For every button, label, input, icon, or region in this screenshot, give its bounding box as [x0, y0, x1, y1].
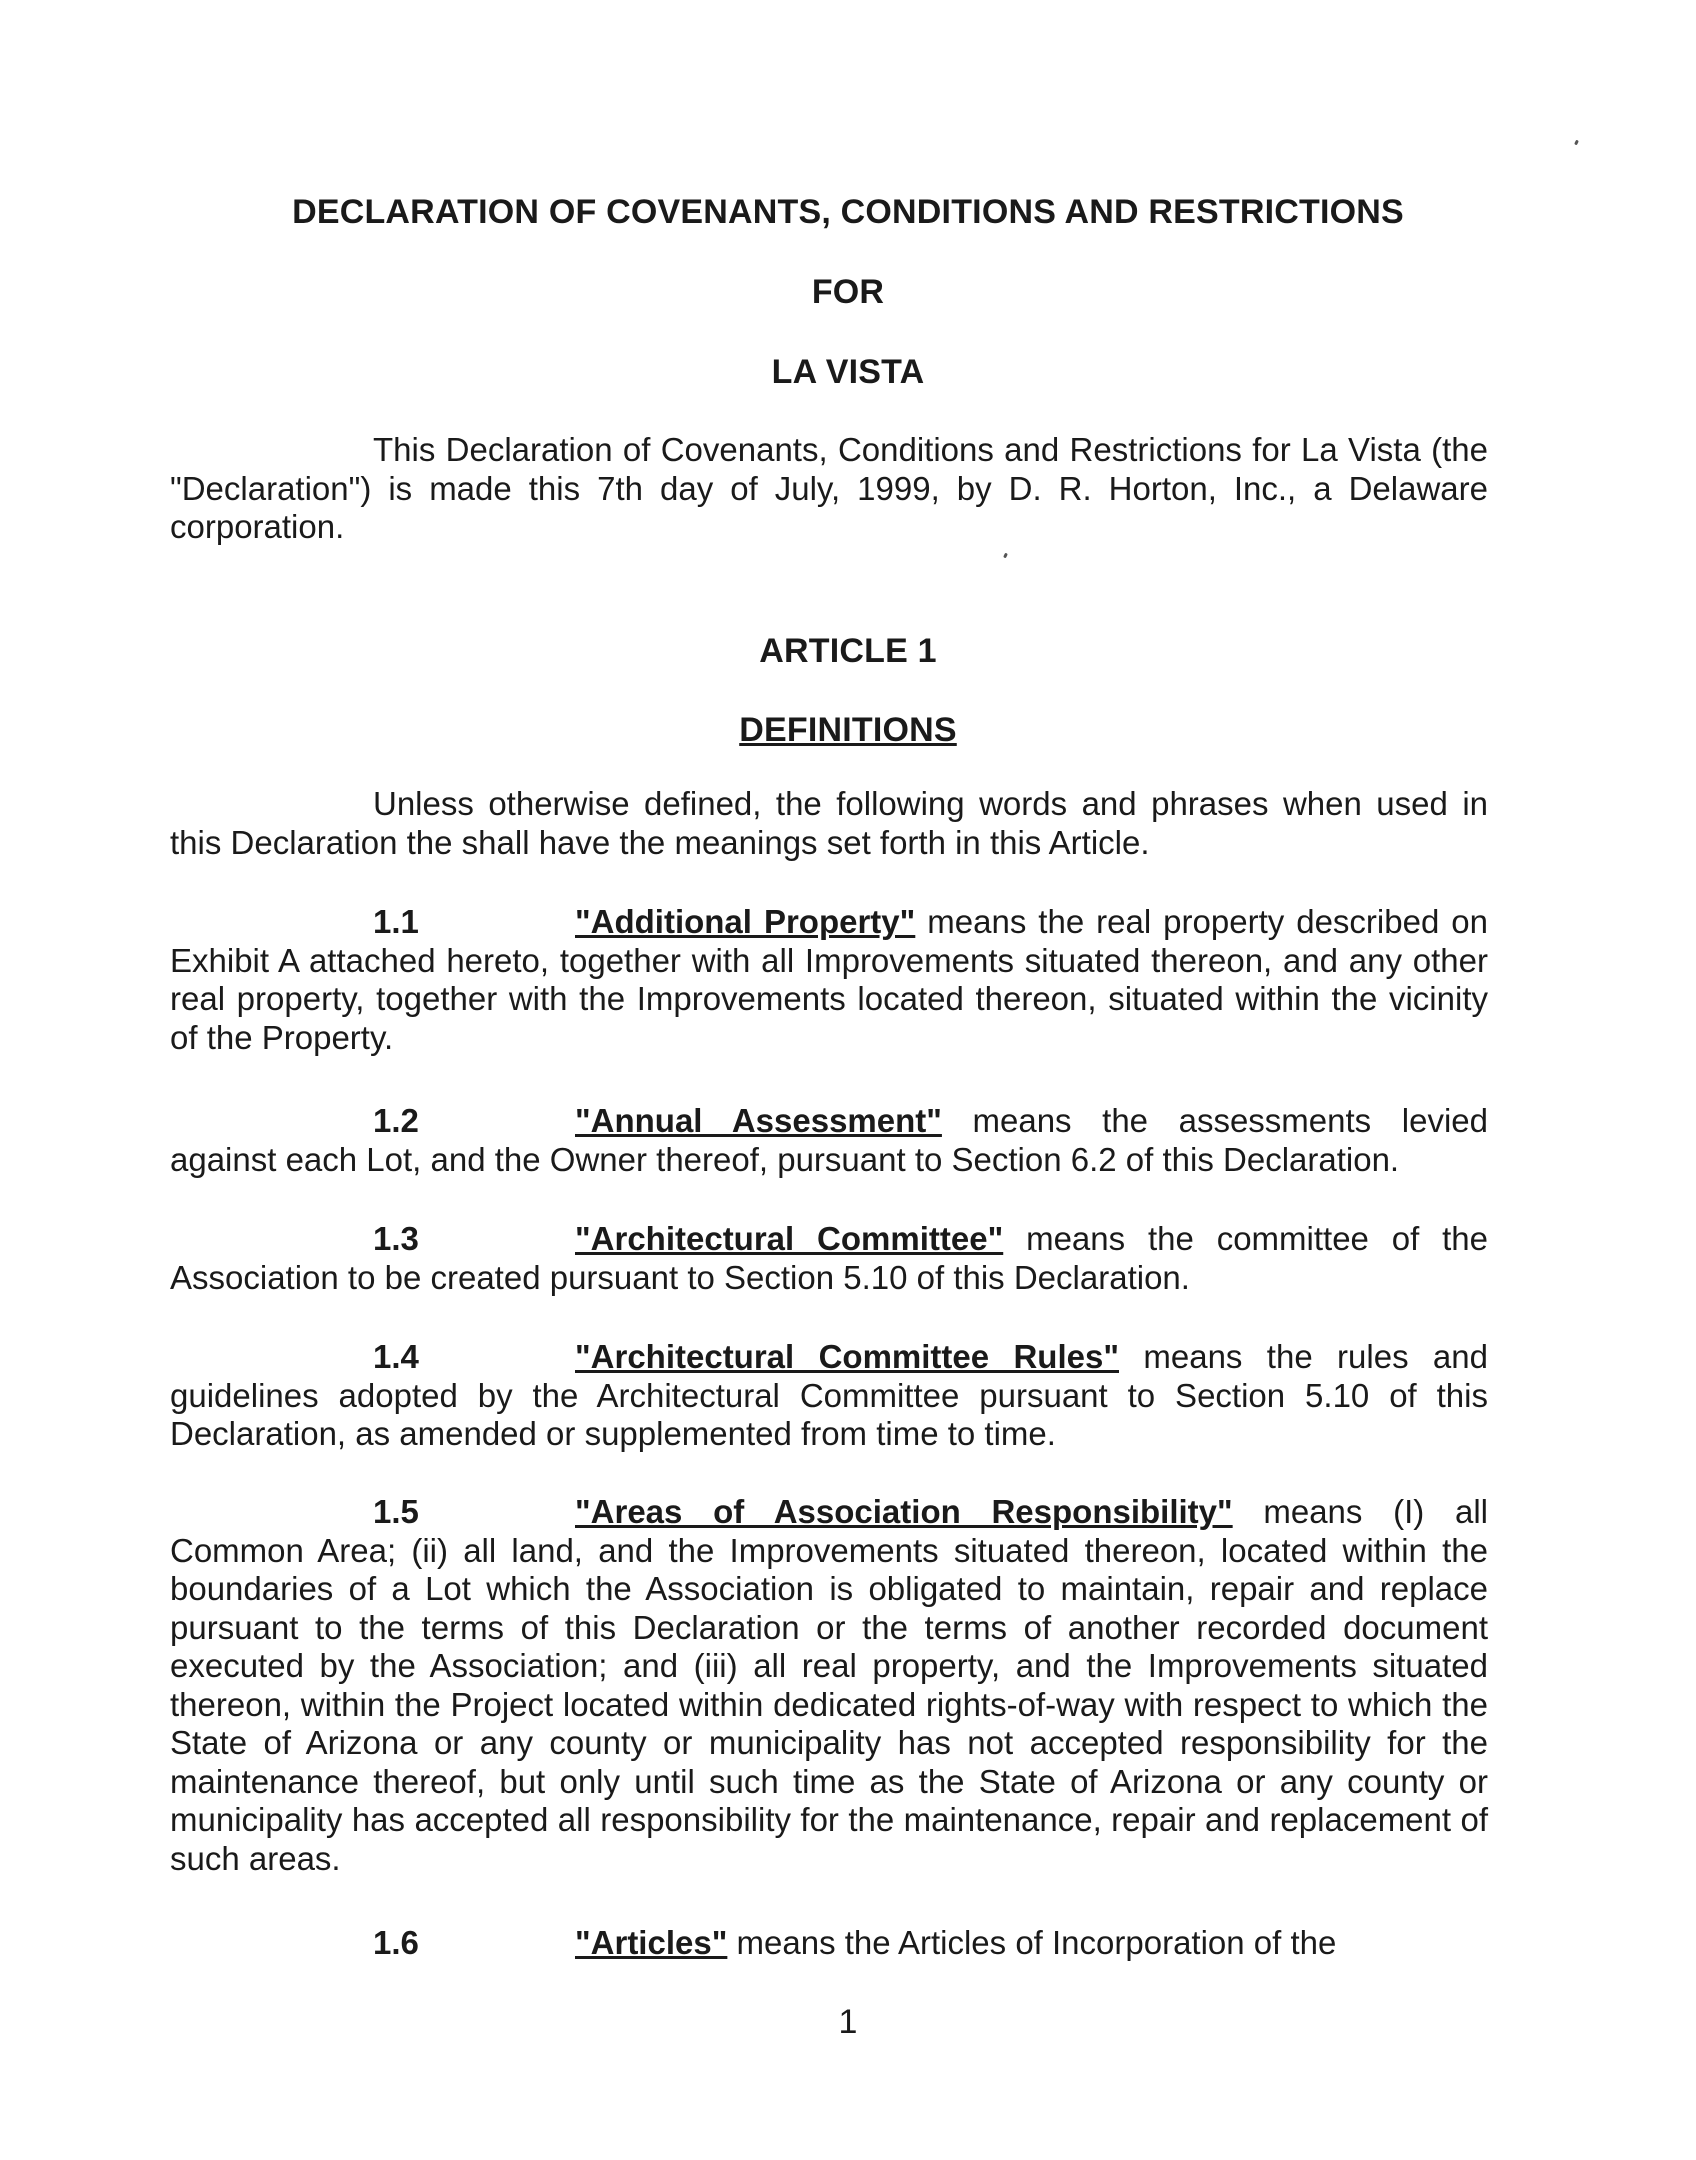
- document-title-project: LA VISTA: [771, 353, 925, 391]
- intro-paragraph: [170, 431, 1488, 547]
- definition-number: 1.1: [373, 903, 419, 940]
- scan-speck: [1574, 140, 1579, 146]
- document-title-for: FOR: [811, 273, 885, 311]
- definition-text: means (I) all Common Area; (ii) all land, and the Improvements situated thereon, located within the boundaries of a Lot which the Association is obligated to maintain, repair and replace pursuant to the terms of this Declaration or the terms of another recorded document executed by the Association; and (iii) all real property, and the Improvements situated thereon, within the Project located within dedicated rights-of-way with respect to which the State of Arizona or any county or municipality has not accepted responsibility for the maintenance thereof, but only until such time as the State of Arizona or any county or municipality has accepted all responsibility for the maintenance, repair and replacement of such areas.: [170, 1493, 1488, 1877]
- definition-number: 1.6: [373, 1924, 419, 1961]
- definition-text: means the rules and guidelines adopted by the Architectural Committee pursuant to Section 5.10 of this Declaration, as amended or supplemented from time to time.: [170, 1338, 1488, 1452]
- definition-number: 1.2: [373, 1102, 419, 1139]
- definition-term: "Architectural Committee": [575, 1220, 1004, 1257]
- definition-term: "Annual Assessment": [575, 1102, 942, 1139]
- article-number: ARTICLE 1: [759, 632, 937, 670]
- definition-term: "Areas of Association Responsibility": [575, 1493, 1233, 1530]
- definition-text: means the assessments levied against each Lot, and the Owner thereof, pursuant to Section 6.2 of this Declaration.: [170, 1102, 1488, 1178]
- definition-term: "Architectural Committee Rules": [575, 1338, 1119, 1375]
- definition-term: "Articles": [575, 1924, 728, 1961]
- definition-number: 1.4: [373, 1338, 419, 1375]
- definition-1-5: [170, 1493, 1488, 1878]
- article-lead-text: Unless otherwise defined, the following words and phrases when used in this Declaration the shall have the meanings set forth in this Article.: [170, 785, 1488, 861]
- definition-1-3: [170, 1220, 1488, 1297]
- definition-text: means the real property described on Exhibit A attached hereto, together with all Improvements situated thereon, and any other real property, together with the Improvements located thereon, situated within the vicinity of the Property.: [170, 903, 1488, 1056]
- article-heading: DEFINITIONS: [739, 711, 957, 749]
- definition-1-6: [170, 1924, 1488, 1963]
- definition-number: 1.5: [373, 1493, 419, 1530]
- definition-1-2: [170, 1102, 1488, 1179]
- definition-text: means the committee of the Association to be created pursuant to Section 5.10 of this Declaration.: [170, 1220, 1488, 1296]
- scan-speck: [1003, 553, 1008, 559]
- page-number: 1: [838, 2003, 858, 2041]
- definition-number: 1.3: [373, 1220, 419, 1257]
- document-title: DECLARATION OF COVENANTS, CONDITIONS AND RESTRICTIONS: [292, 193, 1404, 231]
- intro-text: This Declaration of Covenants, Conditions and Restrictions for La Vista (the "Declaration") is made this 7th day of July, 1999, by D. R. Horton, Inc., a Delaware corporation.: [170, 431, 1488, 545]
- article-lead-paragraph: [170, 785, 1488, 862]
- definition-text: means the Articles of Incorporation of the: [727, 1924, 1337, 1961]
- definition-1-4: [170, 1338, 1488, 1454]
- definition-1-1: [170, 903, 1488, 1057]
- definition-term: "Additional Property": [575, 903, 916, 940]
